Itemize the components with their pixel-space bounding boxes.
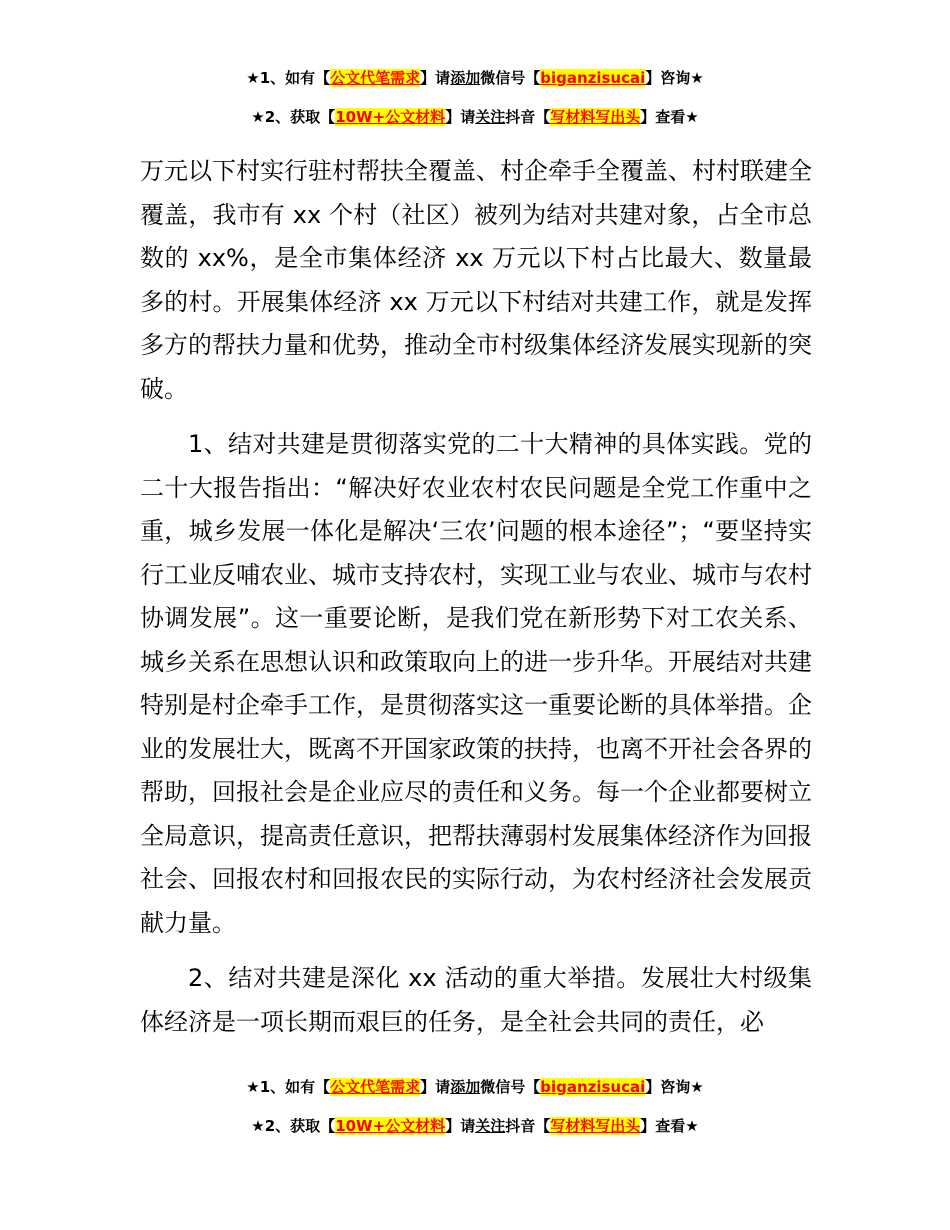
promo-text: 微信号【	[480, 1078, 541, 1096]
promo-text: ★1、如有【	[246, 69, 331, 87]
paragraph-point-2: 2、结对共建是深化 xx 活动的重大举措。发展壮大村级集体经济是一项长期而艰巨的任务，是全社会共同的责任，必	[140, 964, 812, 1036]
promo-text: 】请	[445, 1117, 476, 1135]
promo-text: ★2、获取【	[251, 1117, 336, 1135]
paragraph-point-1: 1、结对共建是贯彻落实党的二十大精神的具体实践。党的二十大报告指出：“解决好农业农村农民问题是全党工作重中之重，城乡发展一体化是解决‘三农’问题的根本途径”；“要坚持实行工业反哺农业、城市支持农村，实现工业与农业、城市与农村协调发展”。这一重要论断，是我们党在新形势下对工农关系、城乡关系在思想认识和政策取向上的进一步升华。开展结对共建特别是村企牵手工作，是贯彻落实这一重要论断的具体举措。企业的发展壮大，既离不开国家政策的扶持，也离不开社会各界的帮助，回报社会是企业应尽的责任和义务。每一个企业都要树立全局意识，提高责任意识，把帮扶薄弱村发展集体经济作为回报社会、回报农村和回报农民的实际行动，为农村经济社会发展贡献力量。	[140, 430, 812, 937]
promo-highlight: 公文代笔需求	[330, 69, 421, 87]
promo-text: 】咨询★	[645, 1078, 704, 1096]
promo-text: 微信号【	[480, 69, 541, 87]
promo-underline: 添加	[450, 1078, 481, 1096]
promo-text: 】请	[445, 108, 476, 126]
promo-text: 】请	[420, 69, 451, 87]
header-promo-line-2	[0, 107, 950, 127]
promo-text: 】请	[420, 1078, 451, 1096]
promo-underline: 关注	[475, 1117, 506, 1135]
promo-text: ★1、如有【	[246, 1078, 331, 1096]
footer-promo-line-2	[0, 1116, 950, 1136]
paragraph-continued: 万元以下村实行驻村帮扶全覆盖、村企牵手全覆盖、村村联建全覆盖，我市有 xx 个村（社区）被列为结对共建对象，占全市总数的 xx%，是全市集体经济 xx 万元以下村占比最大、数量最多的村。开展集体经济 xx 万元以下村结对共建工作，就是发挥多方的帮扶力量和优势，推动全市村级集体经济发展实现新的突破。	[140, 157, 812, 403]
promo-text: 】查看★	[640, 1117, 699, 1135]
footer-promo-line-1	[0, 1077, 950, 1097]
promo-text: 抖音【	[505, 108, 551, 126]
douyin-account-highlight: 写材料写出头	[550, 108, 641, 126]
wechat-id-highlight: biganzisucai	[540, 1078, 646, 1096]
promo-text: 抖音【	[505, 1117, 551, 1135]
douyin-account-highlight: 写材料写出头	[550, 1117, 641, 1135]
promo-text: 】查看★	[640, 108, 699, 126]
header-promo-line-1	[0, 68, 950, 88]
wechat-id-highlight: biganzisucai	[540, 69, 646, 87]
promo-highlight: 10W+公文材料	[335, 1117, 446, 1135]
promo-underline: 关注	[475, 108, 506, 126]
promo-highlight: 公文代笔需求	[330, 1078, 421, 1096]
promo-text: ★2、获取【	[251, 108, 336, 126]
promo-highlight: 10W+公文材料	[335, 108, 446, 126]
promo-text: 】咨询★	[645, 69, 704, 87]
document-body	[140, 150, 812, 1044]
promo-underline: 添加	[450, 69, 481, 87]
